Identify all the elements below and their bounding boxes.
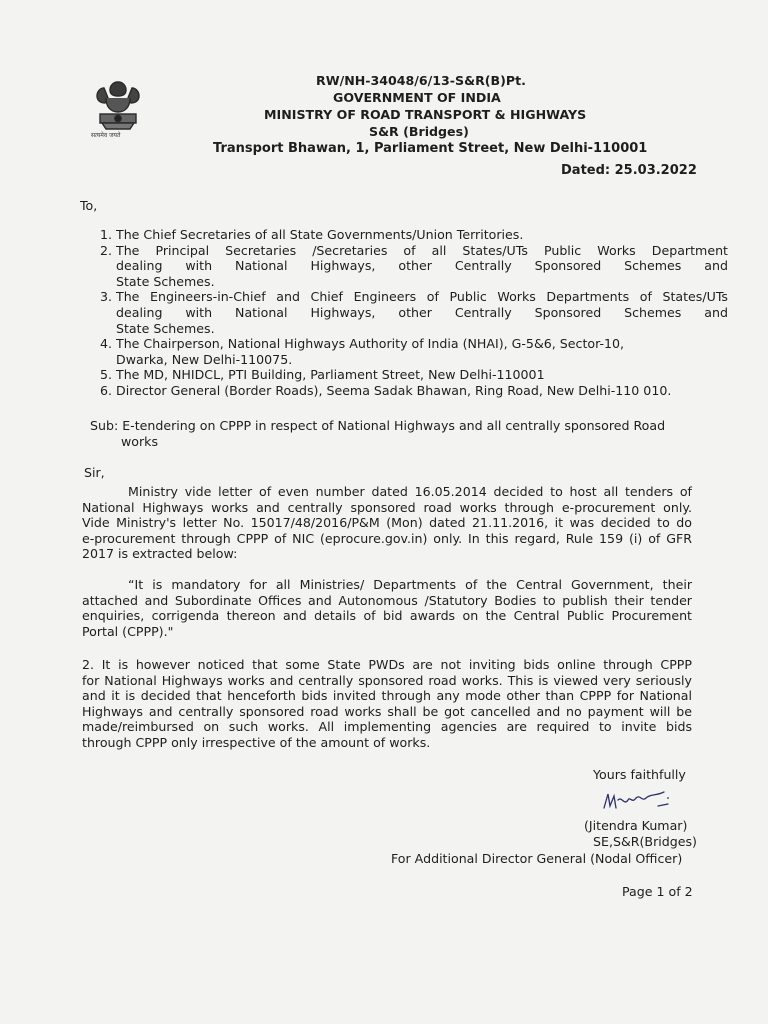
paragraph-line: 2. It is however noticed that some State PWDs are not inviting bids online through CPPP <box>82 657 692 672</box>
list-item <box>116 367 728 383</box>
paragraph-line: made/reimbursed on such works. All implementing agencies are required to invite bids <box>82 719 692 735</box>
list-item <box>116 336 728 367</box>
recipient-line: 6. Director General (Border Roads), Seema Sadak Bhawan, Ring Road, New Delhi-110 010. <box>116 382 672 398</box>
quoted-rule <box>82 577 692 639</box>
section-title: S&R (Bridges) <box>369 124 469 139</box>
reference-number: RW/NH-34048/6/13-S&R(B)Pt. <box>316 73 526 88</box>
closing-yours-faithfully: Yours faithfully <box>593 767 686 782</box>
paragraph-line: e-procurement through CPPP of NIC (eprocure.gov.in) only. In this regard, Rule 159 (i) of GFR <box>82 530 692 546</box>
ministry-title: MINISTRY OF ROAD TRANSPORT & HIGHWAYS <box>264 107 587 122</box>
recipient-line: dealing with National Highways, other Centrally Sponsored Schemes and <box>116 304 728 320</box>
paragraph-2 <box>82 657 692 751</box>
list-item <box>116 383 728 399</box>
salutation: Sir, <box>84 465 105 480</box>
signatory-designation: SE,S&R(Bridges) <box>593 834 697 849</box>
to-label: To, <box>80 198 98 213</box>
list-item <box>116 227 728 243</box>
recipient-line: 3. The Engineers-in-Chief and Chief Engineers of Public Works Departments of States/UTs <box>116 289 728 305</box>
paragraph-line: National Highways works and centrally sponsored road works through e-procurement only. <box>82 499 692 515</box>
list-item <box>116 243 728 290</box>
office-address: Transport Bhawan, 1, Parliament Street, New Delhi-110001 <box>213 141 648 156</box>
letter-date: Dated: 25.03.2022 <box>561 163 697 178</box>
page-number: Page 1 of 2 <box>622 884 693 899</box>
quote-line: “It is mandatory for all Ministries/ Departments of the Central Government, their <box>128 577 692 592</box>
recipient-line: 5. The MD, NHIDCL, PTI Building, Parliament Street, New Delhi-110001 <box>116 367 545 383</box>
paragraph-line: through CPPP only irrespective of the amount of works. <box>82 734 431 750</box>
recipient-list <box>83 227 728 399</box>
paragraph-line: Highways and centrally sponsored road works shall be got cancelled and no payment will be <box>82 703 692 719</box>
for-line: For Additional Director General (Nodal Officer) <box>391 851 683 866</box>
paragraph-line: for National Highways works and centrally sponsored road works. This is viewed very seriously <box>82 672 692 688</box>
emblem-motto: सत्यमेव जयते <box>91 132 121 139</box>
quote-line: Portal (CPPP)." <box>82 623 174 639</box>
handwritten-signature <box>598 786 678 816</box>
recipient-line: Dwarka, New Delhi-110075. <box>116 351 293 367</box>
paragraph-1 <box>82 484 692 562</box>
quote-line: attached and Subordinate Offices and Autonomous /Statutory Bodies to publish their tender <box>82 592 692 608</box>
subject-line: Sub: E-tendering on CPPP in respect of National Highways and all centrally sponsored Road <box>90 418 666 433</box>
recipient-line: dealing with National Highways, other Centrally Sponsored Schemes and <box>116 258 728 274</box>
quote-line: enquiries, corrigenda thereon and details of bid awards on the Central Public Procurement <box>82 608 692 624</box>
recipient-line: 1. The Chief Secretaries of all State Governments/Union Territories. <box>116 227 524 242</box>
recipient-line: State Schemes. <box>116 273 215 289</box>
paragraph-line: Vide Ministry's letter No. 15017/48/2016/P&M (Mon) dated 21.11.2016, it was decided to do <box>82 515 692 531</box>
paragraph-line: Ministry vide letter of even number dated 16.05.2014 decided to host all tenders of <box>128 484 692 499</box>
recipient-line: 2. The Principal Secretaries /Secretaries of all States/UTs Public Works Department <box>116 242 728 258</box>
recipient-line: 4. The Chairperson, National Highways Authority of India (NHAI), G-5&6, Sector-10, <box>116 336 625 352</box>
paragraph-line: and it is decided that henceforth bids invited through any mode other than CPPP for National <box>82 688 692 704</box>
list-item <box>116 289 728 336</box>
recipient-line: State Schemes. <box>116 320 215 336</box>
government-title: GOVERNMENT OF INDIA <box>333 90 501 105</box>
signatory-name: (Jitendra Kumar) <box>584 818 688 833</box>
subject-line-continued: works <box>121 434 159 449</box>
paragraph-line: 2017 is extracted below: <box>82 546 238 562</box>
